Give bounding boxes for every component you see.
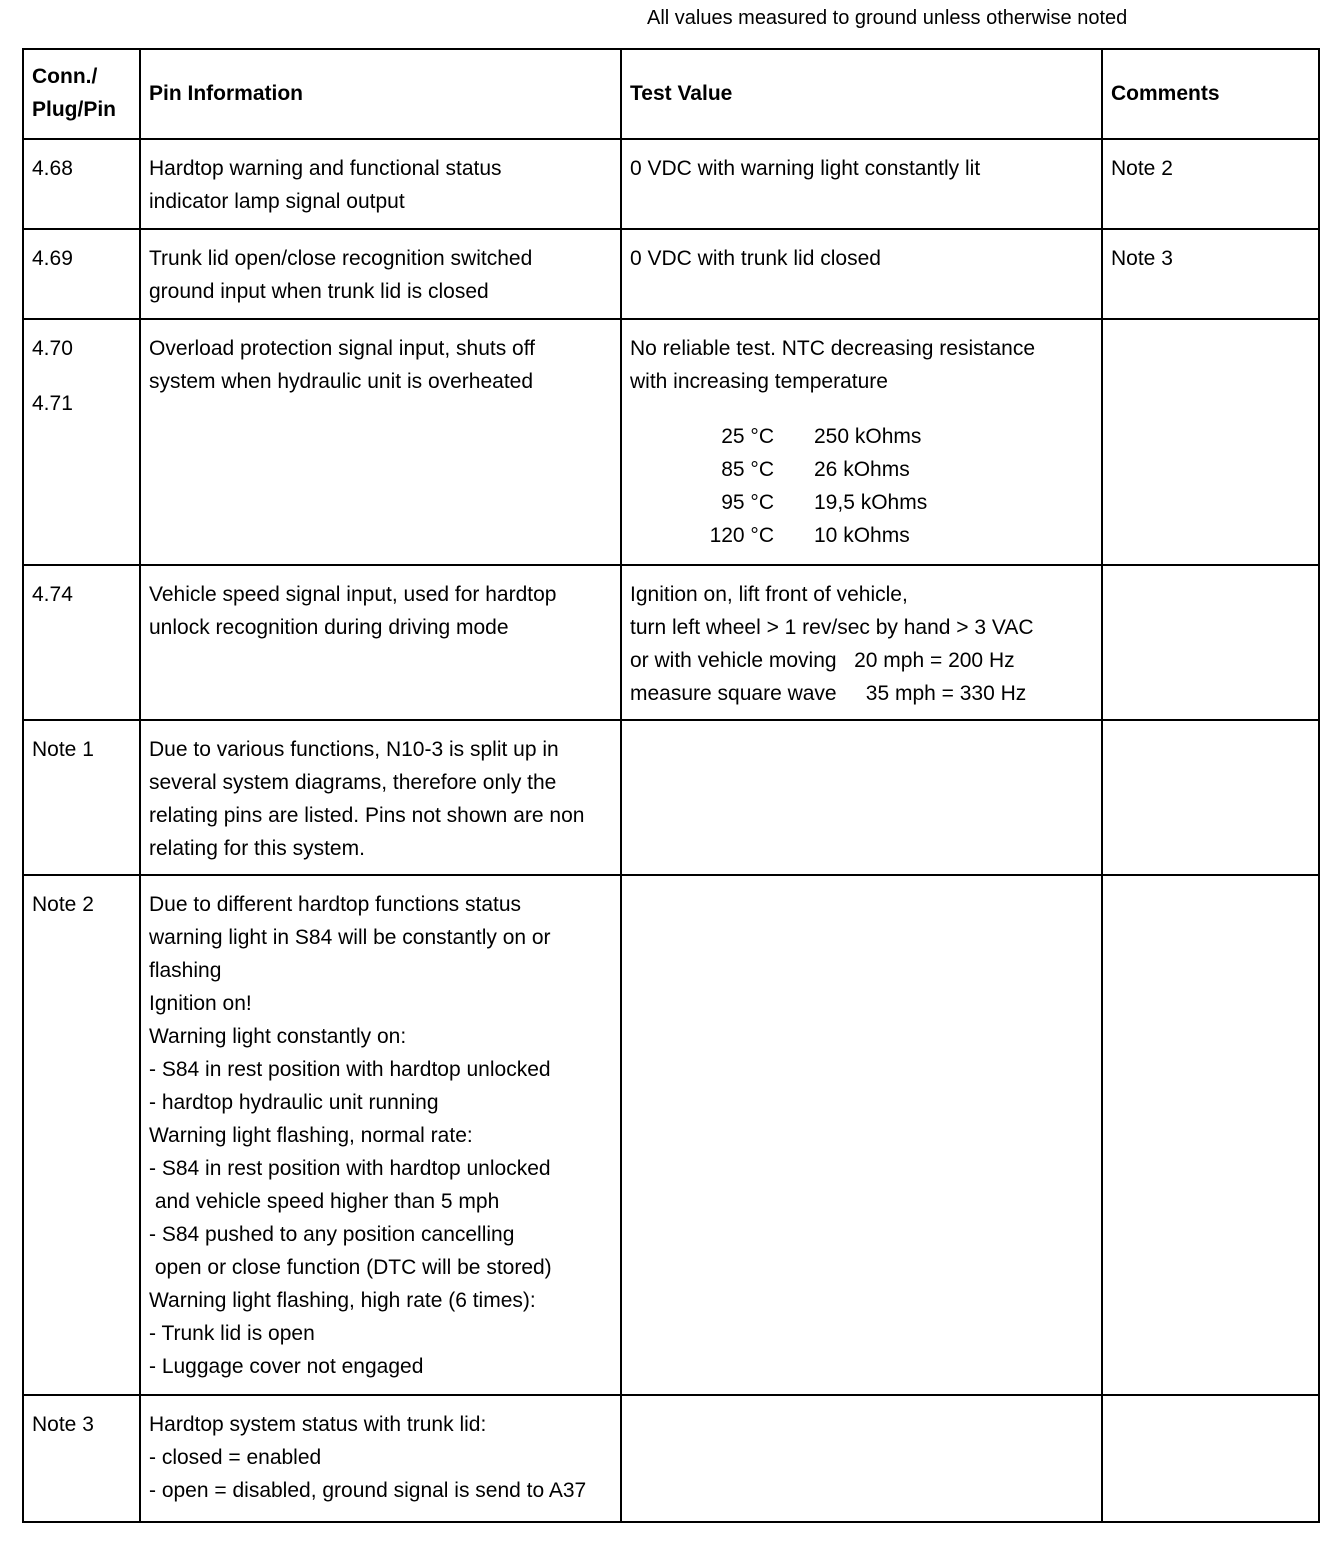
resistance-value: 10 kOhms	[814, 524, 910, 547]
comment-cell	[1102, 319, 1319, 565]
info-line: Trunk lid open/close recognition switched	[149, 247, 533, 270]
test-cell	[621, 229, 1102, 319]
info-line: Due to different hardtop functions status	[149, 893, 522, 916]
info-line: unlock recognition during driving mode	[149, 616, 509, 639]
pin-cell	[23, 229, 140, 319]
header-conn-line1: Conn./	[32, 65, 98, 88]
test-line: or with vehicle moving 20 mph = 200 Hz	[630, 649, 1015, 672]
test-line: Ignition on, lift front of vehicle,	[630, 583, 908, 606]
test-line: 0 VDC with trunk lid closed	[630, 247, 881, 270]
info-line: - S84 pushed to any position cancelling	[149, 1223, 515, 1246]
info-line: - Luggage cover not engaged	[149, 1355, 424, 1378]
pin-number: 4.71	[32, 392, 73, 415]
table-row	[23, 229, 1319, 319]
test-line: No reliable test. NTC decreasing resistance	[630, 337, 1036, 360]
resistance-value: 250 kOhms	[814, 425, 922, 448]
info-cell	[140, 229, 621, 319]
header-conn-line2: Plug/Pin	[32, 98, 116, 121]
comment-note: Note 2	[1111, 157, 1173, 180]
header-test-value: Test Value	[621, 49, 1102, 139]
page-note: All values measured to ground unless otherwise noted	[647, 7, 1128, 29]
test-cell	[621, 1395, 1102, 1522]
header-row	[23, 49, 1319, 139]
pin-cell	[23, 565, 140, 720]
temp-value: 95 °C	[721, 491, 774, 514]
pin-cell	[23, 1395, 140, 1522]
pin-number: 4.68	[32, 157, 73, 180]
info-line: - S84 in rest position with hardtop unlocked	[149, 1058, 551, 1081]
info-line: ground input when trunk lid is closed	[149, 280, 489, 303]
header-conn-plug-pin	[23, 49, 140, 139]
spacer	[630, 398, 1093, 420]
info-line: Ignition on!	[149, 992, 252, 1015]
comment-cell	[1102, 1395, 1319, 1522]
table-row	[23, 139, 1319, 229]
pin-number: 4.74	[32, 583, 73, 606]
comment-cell	[1102, 565, 1319, 720]
resistance-value: 19,5 kOhms	[814, 491, 928, 514]
pin-cell	[23, 875, 140, 1395]
info-line: and vehicle speed higher than 5 mph	[149, 1190, 500, 1213]
info-line: Hardtop system status with trunk lid:	[149, 1413, 487, 1436]
temp-row	[680, 453, 1093, 486]
info-line: Warning light flashing, high rate (6 times):	[149, 1289, 536, 1312]
temp-row	[680, 519, 1093, 552]
table-row	[23, 319, 1319, 565]
test-line: with increasing temperature	[630, 370, 888, 393]
info-line: flashing	[149, 959, 222, 982]
info-line: - open = disabled, ground signal is send to A37	[149, 1479, 587, 1502]
info-line: Hardtop warning and functional status	[149, 157, 502, 180]
temp-value: 85 °C	[721, 458, 774, 481]
pin-number: 4.69	[32, 247, 73, 270]
info-line: Vehicle speed signal input, used for hardtop	[149, 583, 557, 606]
spacer	[32, 365, 131, 387]
test-cell	[621, 875, 1102, 1395]
test-line: measure square wave 35 mph = 330 Hz	[630, 682, 1027, 705]
temp-row	[680, 420, 1093, 453]
comment-cell	[1102, 139, 1319, 229]
info-cell	[140, 139, 621, 229]
info-line: Warning light flashing, normal rate:	[149, 1124, 473, 1147]
info-line: - closed = enabled	[149, 1446, 322, 1469]
info-line: several system diagrams, therefore only the	[149, 771, 557, 794]
comment-cell	[1102, 875, 1319, 1395]
comment-cell	[1102, 720, 1319, 875]
test-cell	[621, 565, 1102, 720]
info-cell	[140, 875, 621, 1395]
info-line: - hardtop hydraulic unit running	[149, 1091, 439, 1114]
pin-cell	[23, 319, 140, 565]
table-row	[23, 720, 1319, 875]
temperature-resistance-table	[680, 420, 1093, 552]
test-cell	[621, 139, 1102, 229]
info-cell	[140, 319, 621, 565]
comment-cell	[1102, 229, 1319, 319]
info-line: relating pins are listed. Pins not shown are non	[149, 804, 585, 827]
info-line: indicator lamp signal output	[149, 190, 405, 213]
table-row	[23, 875, 1319, 1395]
info-line: relating for this system.	[149, 837, 365, 860]
info-cell	[140, 720, 621, 875]
test-line: turn left wheel > 1 rev/sec by hand > 3 VAC	[630, 616, 1034, 639]
header-comments: Comments	[1102, 49, 1319, 139]
test-line: 0 VDC with warning light constantly lit	[630, 157, 981, 180]
info-line: open or close function (DTC will be stored)	[149, 1256, 552, 1279]
pin-number: 4.70	[32, 337, 73, 360]
info-line: Warning light constantly on:	[149, 1025, 407, 1048]
comment-note: Note 3	[1111, 247, 1173, 270]
pin-cell	[23, 139, 140, 229]
info-cell	[140, 1395, 621, 1522]
pin-table	[22, 48, 1320, 1523]
info-line: warning light in S84 will be constantly on or	[149, 926, 551, 949]
info-line: system when hydraulic unit is overheated	[149, 370, 534, 393]
info-cell	[140, 565, 621, 720]
info-line: - Trunk lid is open	[149, 1322, 315, 1345]
temp-value: 120 °C	[709, 524, 774, 547]
note-label: Note 1	[32, 738, 94, 761]
note-label: Note 3	[32, 1413, 94, 1436]
note-label: Note 2	[32, 893, 94, 916]
info-line: Due to various functions, N10-3 is split up in	[149, 738, 559, 761]
table-row	[23, 1395, 1319, 1522]
pin-cell	[23, 720, 140, 875]
test-cell	[621, 720, 1102, 875]
header-pin-information: Pin Information	[140, 49, 621, 139]
resistance-value: 26 kOhms	[814, 458, 910, 481]
temp-value: 25 °C	[721, 425, 774, 448]
test-cell	[621, 319, 1102, 565]
temp-row	[680, 486, 1093, 519]
table-row	[23, 565, 1319, 720]
info-line: - S84 in rest position with hardtop unlocked	[149, 1157, 551, 1180]
info-line: Overload protection signal input, shuts off	[149, 337, 536, 360]
